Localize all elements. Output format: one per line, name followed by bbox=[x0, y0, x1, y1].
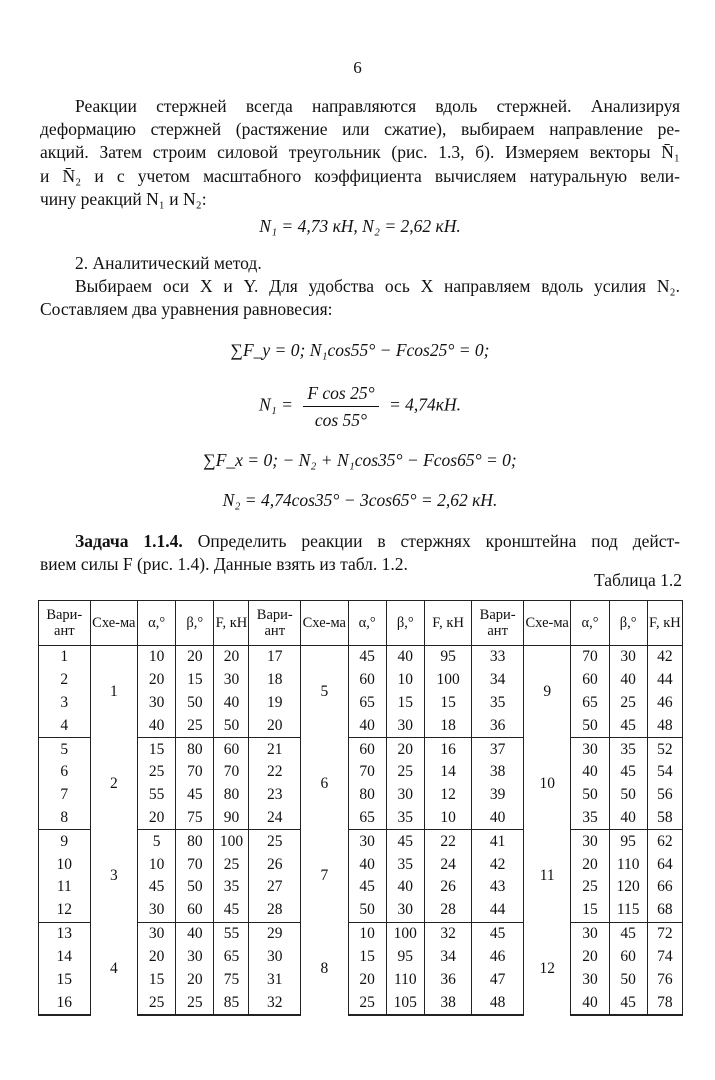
data-table bbox=[38, 600, 683, 1016]
table-cell-scheme: 3 bbox=[90, 830, 137, 922]
table-row bbox=[39, 646, 683, 669]
table-cell-force: 35 bbox=[214, 876, 249, 899]
table-header-row bbox=[39, 601, 683, 646]
header-variant: Вари-ант bbox=[249, 601, 301, 646]
table-cell-variant: 15 bbox=[39, 968, 91, 991]
table-cell-force: 32 bbox=[424, 922, 471, 945]
table-cell-scheme: 9 bbox=[523, 646, 570, 738]
table-cell-alpha: 40 bbox=[571, 991, 609, 1015]
table-cell-beta: 50 bbox=[609, 784, 647, 807]
table-cell-variant: 47 bbox=[472, 968, 524, 991]
table-cell-force: 75 bbox=[214, 968, 249, 991]
equation-n1-lhs: N₁ = bbox=[259, 394, 293, 415]
table-cell-force: 44 bbox=[647, 669, 682, 692]
table-cell-force: 46 bbox=[647, 692, 682, 715]
table-cell-alpha: 20 bbox=[571, 853, 609, 876]
table-cell-alpha: 65 bbox=[348, 807, 386, 830]
table-cell-force: 20 bbox=[214, 646, 249, 669]
equation-n2: N₂ = 4,74cos35° − 3cos65° = 2,62 кН. bbox=[222, 490, 498, 510]
table-cell-beta: 10 bbox=[386, 669, 424, 692]
table-cell-variant: 30 bbox=[249, 945, 301, 968]
table-cell-beta: 30 bbox=[176, 945, 214, 968]
table-cell-variant: 32 bbox=[249, 991, 301, 1015]
table-cell-variant: 7 bbox=[39, 784, 91, 807]
table-cell-scheme: 12 bbox=[523, 922, 570, 1015]
table-cell-beta: 70 bbox=[176, 761, 214, 784]
table-cell-force: 28 bbox=[424, 899, 471, 922]
header-force: F, кН bbox=[424, 601, 471, 646]
table-cell-alpha: 20 bbox=[138, 807, 176, 830]
paragraph-line-3: акций. Затем строим силовой треугольник (рис. 1.3, б). Измеряем векторы N̄₁ bbox=[40, 142, 680, 162]
table-cell-variant: 18 bbox=[249, 669, 301, 692]
table-cell-force: 34 bbox=[424, 945, 471, 968]
table-cell-beta: 15 bbox=[386, 692, 424, 715]
table-cell-alpha: 65 bbox=[571, 692, 609, 715]
table-cell-variant: 28 bbox=[249, 899, 301, 922]
table-cell-beta: 60 bbox=[609, 945, 647, 968]
table-cell-force: 100 bbox=[214, 830, 249, 853]
table-cell-alpha: 30 bbox=[571, 968, 609, 991]
table-cell-force: 56 bbox=[647, 784, 682, 807]
table-cell-alpha: 30 bbox=[571, 922, 609, 945]
table-cell-alpha: 5 bbox=[138, 830, 176, 853]
table-cell-alpha: 80 bbox=[348, 784, 386, 807]
table-cell-beta: 45 bbox=[386, 830, 424, 853]
table-cell-beta: 70 bbox=[176, 853, 214, 876]
table-cell-variant: 16 bbox=[39, 991, 91, 1015]
table-cell-scheme: 10 bbox=[523, 738, 570, 830]
table-cell-beta: 115 bbox=[609, 899, 647, 922]
table-cell-variant: 9 bbox=[39, 830, 91, 853]
table-cell-beta: 50 bbox=[609, 968, 647, 991]
task-title: Задача 1.1.4. bbox=[75, 531, 183, 551]
table-cell-alpha: 30 bbox=[571, 830, 609, 853]
table-cell-beta: 95 bbox=[609, 830, 647, 853]
table-cell-beta: 25 bbox=[609, 692, 647, 715]
table-cell-variant: 33 bbox=[472, 646, 524, 669]
paragraph-line-1: Реакции стержней всегда направляются вдоль стержней. Анализируя bbox=[75, 96, 680, 116]
table-cell-force: 54 bbox=[647, 761, 682, 784]
table-cell-beta: 45 bbox=[609, 714, 647, 737]
table-cell-variant: 4 bbox=[39, 714, 91, 737]
table-cell-force: 76 bbox=[647, 968, 682, 991]
table-cell-variant: 48 bbox=[472, 991, 524, 1015]
table-cell-variant: 41 bbox=[472, 830, 524, 853]
table-cell-beta: 105 bbox=[386, 991, 424, 1015]
header-force: F, кН bbox=[214, 601, 249, 646]
table-cell-alpha: 20 bbox=[348, 968, 386, 991]
paragraph-line-4: и N̄₂ и с учетом масштабного коэффициента вычисляем натуральную вели- bbox=[40, 166, 680, 186]
table-cell-beta: 15 bbox=[176, 669, 214, 692]
table-cell-variant: 1 bbox=[39, 646, 91, 669]
table-cell-alpha: 35 bbox=[571, 807, 609, 830]
table-cell-variant: 46 bbox=[472, 945, 524, 968]
equation-n1 bbox=[40, 382, 680, 431]
table-cell-alpha: 40 bbox=[571, 761, 609, 784]
table-cell-alpha: 65 bbox=[348, 692, 386, 715]
table-cell-beta: 25 bbox=[176, 991, 214, 1015]
header-beta: β,° bbox=[609, 601, 647, 646]
table-cell-variant: 37 bbox=[472, 738, 524, 761]
table-cell-variant: 6 bbox=[39, 761, 91, 784]
table-cell-beta: 40 bbox=[386, 646, 424, 669]
table-cell-beta: 20 bbox=[176, 646, 214, 669]
table-cell-beta: 120 bbox=[609, 876, 647, 899]
table-cell-scheme: 5 bbox=[301, 646, 348, 738]
table-cell-alpha: 40 bbox=[348, 714, 386, 737]
table-cell-force: 36 bbox=[424, 968, 471, 991]
table-row bbox=[39, 922, 683, 945]
table-cell-alpha: 50 bbox=[348, 899, 386, 922]
table-cell-alpha: 45 bbox=[138, 876, 176, 899]
table-cell-force: 22 bbox=[424, 830, 471, 853]
table-cell-force: 14 bbox=[424, 761, 471, 784]
table-cell-scheme: 1 bbox=[90, 646, 137, 738]
table-cell-variant: 11 bbox=[39, 876, 91, 899]
table-cell-force: 26 bbox=[424, 876, 471, 899]
table-cell-variant: 35 bbox=[472, 692, 524, 715]
method-line-2: Составляем два уравнения равновесия: bbox=[40, 299, 333, 319]
result-graphical: N₁ = 4,73 кН, N₂ = 2,62 кН. bbox=[259, 216, 461, 236]
table-cell-variant: 43 bbox=[472, 876, 524, 899]
table-cell-force: 16 bbox=[424, 738, 471, 761]
table-body bbox=[39, 646, 683, 1016]
table-cell-scheme: 4 bbox=[90, 922, 137, 1015]
table-cell-variant: 21 bbox=[249, 738, 301, 761]
table-cell-beta: 40 bbox=[386, 876, 424, 899]
table-cell-force: 25 bbox=[214, 853, 249, 876]
paragraph-line-2: деформацию стержней (растяжение или сжатие), выбираем направление ре- bbox=[40, 119, 680, 139]
table-cell-force: 90 bbox=[214, 807, 249, 830]
table-cell-alpha: 50 bbox=[571, 784, 609, 807]
table-cell-variant: 12 bbox=[39, 899, 91, 922]
table-cell-variant: 36 bbox=[472, 714, 524, 737]
table-cell-force: 12 bbox=[424, 784, 471, 807]
table-cell-alpha: 15 bbox=[348, 945, 386, 968]
table-cell-alpha: 15 bbox=[138, 738, 176, 761]
table-cell-force: 10 bbox=[424, 807, 471, 830]
table-cell-beta: 95 bbox=[386, 945, 424, 968]
table-cell-variant: 31 bbox=[249, 968, 301, 991]
table-cell-variant: 39 bbox=[472, 784, 524, 807]
table-cell-beta: 45 bbox=[176, 784, 214, 807]
table-cell-variant: 44 bbox=[472, 899, 524, 922]
table-cell-alpha: 60 bbox=[348, 738, 386, 761]
table-cell-alpha: 30 bbox=[348, 830, 386, 853]
table-cell-alpha: 45 bbox=[348, 646, 386, 669]
table-cell-variant: 29 bbox=[249, 922, 301, 945]
table-cell-beta: 35 bbox=[386, 853, 424, 876]
table-cell-force: 74 bbox=[647, 945, 682, 968]
table-cell-alpha: 15 bbox=[138, 968, 176, 991]
table-cell-beta: 50 bbox=[176, 692, 214, 715]
table-cell-beta: 60 bbox=[176, 899, 214, 922]
table-cell-variant: 17 bbox=[249, 646, 301, 669]
task-text-1: Определить реакции в стержнях кронштейна под дейст- bbox=[197, 531, 681, 551]
table-cell-force: 62 bbox=[647, 830, 682, 853]
paragraph-line-5: чину реакций N₁ и N₂: bbox=[40, 189, 207, 209]
table-cell-alpha: 30 bbox=[571, 738, 609, 761]
table-row bbox=[39, 830, 683, 853]
method-heading: 2. Аналитический метод. bbox=[75, 253, 262, 273]
table-cell-beta: 35 bbox=[386, 807, 424, 830]
header-alpha: α,° bbox=[571, 601, 609, 646]
task-line-1 bbox=[75, 530, 680, 552]
table-cell-alpha: 60 bbox=[348, 669, 386, 692]
table-cell-variant: 34 bbox=[472, 669, 524, 692]
table-cell-force: 66 bbox=[647, 876, 682, 899]
table-cell-force: 55 bbox=[214, 922, 249, 945]
table-cell-force: 72 bbox=[647, 922, 682, 945]
equation-n1-rhs: = 4,74кН. bbox=[388, 394, 461, 415]
header-beta: β,° bbox=[386, 601, 424, 646]
table-cell-beta: 100 bbox=[386, 922, 424, 945]
table-cell-beta: 20 bbox=[386, 738, 424, 761]
table-cell-beta: 45 bbox=[609, 761, 647, 784]
table-cell-variant: 19 bbox=[249, 692, 301, 715]
fraction-numerator: F cos 25° bbox=[303, 382, 378, 407]
table-cell-alpha: 50 bbox=[571, 714, 609, 737]
table-cell-beta: 45 bbox=[609, 922, 647, 945]
table-cell-beta: 30 bbox=[386, 714, 424, 737]
table-cell-force: 15 bbox=[424, 692, 471, 715]
table-cell-force: 58 bbox=[647, 807, 682, 830]
table-cell-force: 30 bbox=[214, 669, 249, 692]
table-cell-force: 45 bbox=[214, 899, 249, 922]
table-cell-alpha: 25 bbox=[571, 876, 609, 899]
table-cell-variant: 42 bbox=[472, 853, 524, 876]
table-caption: Таблица 1.2 bbox=[594, 570, 682, 590]
table-cell-beta: 25 bbox=[386, 761, 424, 784]
table-row bbox=[39, 738, 683, 761]
header-scheme: Схе-ма bbox=[301, 601, 348, 646]
table-cell-beta: 50 bbox=[176, 876, 214, 899]
table-cell-alpha: 20 bbox=[571, 945, 609, 968]
table-cell-beta: 30 bbox=[609, 646, 647, 669]
header-variant: Вари-ант bbox=[39, 601, 91, 646]
table-cell-alpha: 60 bbox=[571, 669, 609, 692]
table-cell-force: 68 bbox=[647, 899, 682, 922]
header-variant: Вари-ант bbox=[472, 601, 524, 646]
table-cell-beta: 80 bbox=[176, 830, 214, 853]
method-line-1: Выбираем оси X и Y. Для удобства ось X направляем вдоль усилия N₂. bbox=[75, 276, 680, 296]
table-cell-force: 48 bbox=[647, 714, 682, 737]
table-cell-beta: 40 bbox=[176, 922, 214, 945]
table-cell-beta: 110 bbox=[609, 853, 647, 876]
table-cell-variant: 8 bbox=[39, 807, 91, 830]
table-cell-variant: 10 bbox=[39, 853, 91, 876]
table-cell-alpha: 45 bbox=[348, 876, 386, 899]
table-cell-variant: 27 bbox=[249, 876, 301, 899]
table-cell-force: 70 bbox=[214, 761, 249, 784]
table-cell-variant: 26 bbox=[249, 853, 301, 876]
table-cell-beta: 40 bbox=[609, 807, 647, 830]
table-cell-force: 60 bbox=[214, 738, 249, 761]
table-cell-force: 40 bbox=[214, 692, 249, 715]
equation-sum-fx: ∑F_x = 0; − N₂ + N₁cos35° − Fcos65° = 0; bbox=[203, 450, 517, 470]
table-cell-beta: 35 bbox=[609, 738, 647, 761]
header-force: F, кН bbox=[647, 601, 682, 646]
table-cell-variant: 20 bbox=[249, 714, 301, 737]
table-cell-force: 95 bbox=[424, 646, 471, 669]
table-cell-variant: 5 bbox=[39, 738, 91, 761]
header-scheme: Схе-ма bbox=[90, 601, 137, 646]
table-cell-force: 64 bbox=[647, 853, 682, 876]
table-cell-alpha: 30 bbox=[138, 899, 176, 922]
table-cell-beta: 45 bbox=[609, 991, 647, 1015]
table-cell-scheme: 7 bbox=[301, 830, 348, 922]
table-cell-scheme: 2 bbox=[90, 738, 137, 830]
table-cell-beta: 80 bbox=[176, 738, 214, 761]
table-cell-alpha: 70 bbox=[348, 761, 386, 784]
table-cell-alpha: 25 bbox=[138, 991, 176, 1015]
table-cell-variant: 3 bbox=[39, 692, 91, 715]
table-cell-alpha: 70 bbox=[571, 646, 609, 669]
table-cell-variant: 13 bbox=[39, 922, 91, 945]
fraction-denominator: cos 55° bbox=[314, 410, 368, 430]
table-cell-force: 42 bbox=[647, 646, 682, 669]
table-cell-alpha: 10 bbox=[138, 646, 176, 669]
table-cell-beta: 110 bbox=[386, 968, 424, 991]
table-cell-force: 80 bbox=[214, 784, 249, 807]
page-number: 6 bbox=[353, 58, 362, 77]
table-cell-alpha: 10 bbox=[348, 922, 386, 945]
table-cell-alpha: 40 bbox=[348, 853, 386, 876]
equation-sum-fy: ∑F_y = 0; N₁cos55° − Fcos25° = 0; bbox=[230, 340, 490, 360]
table-cell-force: 85 bbox=[214, 991, 249, 1015]
task-line-2: вием силы F (рис. 1.4). Данные взять из табл. 1.2. bbox=[40, 554, 408, 574]
table-cell-variant: 24 bbox=[249, 807, 301, 830]
table-cell-force: 52 bbox=[647, 738, 682, 761]
table-cell-alpha: 40 bbox=[138, 714, 176, 737]
table-cell-variant: 2 bbox=[39, 669, 91, 692]
header-alpha: α,° bbox=[138, 601, 176, 646]
table-cell-variant: 25 bbox=[249, 830, 301, 853]
table-cell-variant: 40 bbox=[472, 807, 524, 830]
table-cell-variant: 23 bbox=[249, 784, 301, 807]
table-cell-alpha: 55 bbox=[138, 784, 176, 807]
table-cell-beta: 30 bbox=[386, 784, 424, 807]
table-cell-beta: 30 bbox=[386, 899, 424, 922]
table-cell-beta: 25 bbox=[176, 714, 214, 737]
header-beta: β,° bbox=[176, 601, 214, 646]
table-cell-alpha: 30 bbox=[138, 922, 176, 945]
table-cell-variant: 45 bbox=[472, 922, 524, 945]
table-cell-alpha: 10 bbox=[138, 853, 176, 876]
table-cell-alpha: 20 bbox=[138, 945, 176, 968]
table-cell-variant: 38 bbox=[472, 761, 524, 784]
table-cell-beta: 40 bbox=[609, 669, 647, 692]
table-cell-scheme: 8 bbox=[301, 922, 348, 1015]
table-cell-alpha: 25 bbox=[348, 991, 386, 1015]
header-scheme: Схе-ма bbox=[523, 601, 570, 646]
table-cell-force: 24 bbox=[424, 853, 471, 876]
table-cell-force: 38 bbox=[424, 991, 471, 1015]
table-cell-scheme: 11 bbox=[523, 830, 570, 922]
equation-n1-fraction bbox=[303, 382, 378, 431]
table-cell-beta: 20 bbox=[176, 968, 214, 991]
table-cell-force: 18 bbox=[424, 714, 471, 737]
table-cell-alpha: 20 bbox=[138, 669, 176, 692]
table-cell-alpha: 15 bbox=[571, 899, 609, 922]
table-cell-variant: 14 bbox=[39, 945, 91, 968]
table-cell-force: 100 bbox=[424, 669, 471, 692]
table-cell-alpha: 25 bbox=[138, 761, 176, 784]
table-cell-force: 65 bbox=[214, 945, 249, 968]
table-cell-beta: 75 bbox=[176, 807, 214, 830]
table-cell-scheme: 6 bbox=[301, 738, 348, 830]
table-cell-force: 78 bbox=[647, 991, 682, 1015]
table-cell-variant: 22 bbox=[249, 761, 301, 784]
table-cell-force: 50 bbox=[214, 714, 249, 737]
header-alpha: α,° bbox=[348, 601, 386, 646]
table-cell-alpha: 30 bbox=[138, 692, 176, 715]
